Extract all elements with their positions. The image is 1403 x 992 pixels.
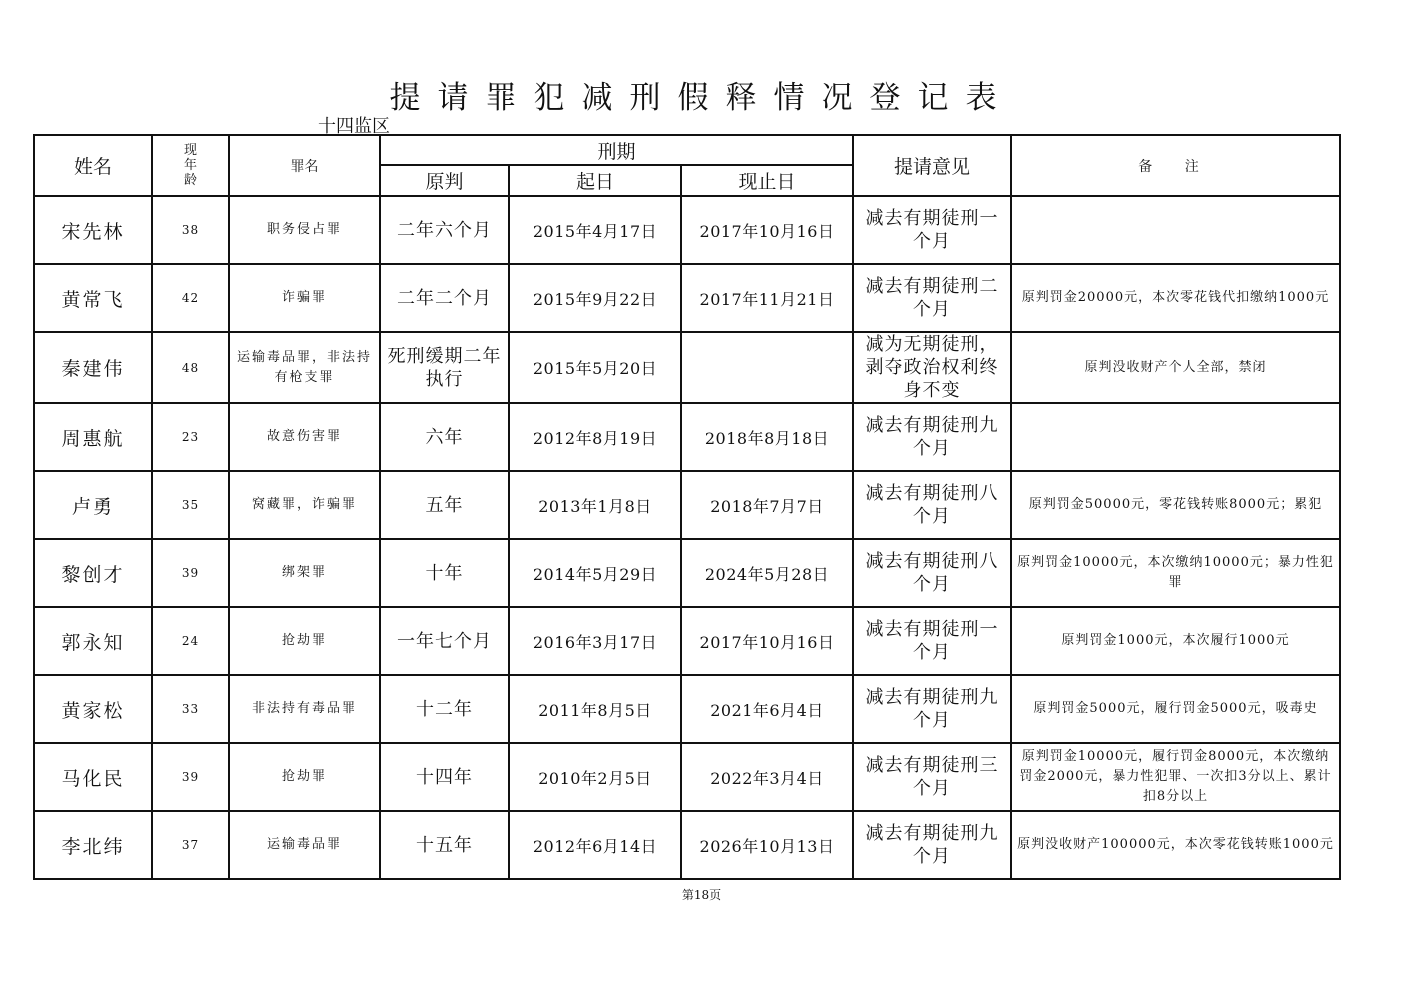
cell-suggestion: 减去有期徒刑一个月 xyxy=(853,196,1011,264)
cell-original: 二年二个月 xyxy=(380,264,509,332)
header-age-text: 现年龄 xyxy=(183,143,197,188)
cell-remarks: 原判罚金5000元，履行罚金5000元，吸毒史 xyxy=(1011,675,1340,743)
cell-start: 2015年9月22日 xyxy=(509,264,681,332)
cell-name: 秦建伟 xyxy=(34,332,152,403)
cell-suggestion: 减去有期徒刑八个月 xyxy=(853,471,1011,539)
cell-remarks: 原判没收财产100000元，本次零花钱转账1000元 xyxy=(1011,811,1340,879)
cell-end xyxy=(681,332,853,403)
cell-suggestion: 减去有期徒刑九个月 xyxy=(853,675,1011,743)
cell-original: 二年六个月 xyxy=(380,196,509,264)
cell-remarks: 原判罚金50000元，零花钱转账8000元；累犯 xyxy=(1011,471,1340,539)
cell-original: 六年 xyxy=(380,403,509,471)
cell-crime: 故意伤害罪 xyxy=(229,403,380,471)
cell-start: 2012年8月19日 xyxy=(509,403,681,471)
cell-name: 黎创才 xyxy=(34,539,152,607)
table-row xyxy=(34,196,1340,264)
cell-suggestion: 减为无期徒刑，剥夺政治权利终身不变 xyxy=(853,332,1011,403)
page-title: 提请罪犯减刑假释情况登记表 xyxy=(389,80,1014,116)
cell-suggestion: 减去有期徒刑三个月 xyxy=(853,743,1011,811)
table-row xyxy=(34,607,1340,675)
cell-name: 李北纬 xyxy=(34,811,152,879)
cell-name: 马化民 xyxy=(34,743,152,811)
table-row xyxy=(34,332,1340,403)
cell-end: 2026年10月13日 xyxy=(681,811,853,879)
cell-remarks: 原判没收财产个人全部，禁闭 xyxy=(1011,332,1340,403)
cell-crime: 绑架罪 xyxy=(229,539,380,607)
cell-crime: 运输毒品罪，非法持有枪支罪 xyxy=(229,332,380,403)
header-suggestion: 提请意见 xyxy=(853,135,1011,196)
table-row xyxy=(34,403,1340,471)
header-end: 现止日 xyxy=(681,165,853,196)
cell-start: 2012年6月14日 xyxy=(509,811,681,879)
cell-name: 宋先林 xyxy=(34,196,152,264)
cell-original: 十五年 xyxy=(380,811,509,879)
cell-start: 2015年5月20日 xyxy=(509,332,681,403)
district-label: 十四监区 xyxy=(318,116,390,137)
cell-end: 2018年7月7日 xyxy=(681,471,853,539)
table-row xyxy=(34,539,1340,607)
cell-name: 周惠航 xyxy=(34,403,152,471)
header-age xyxy=(152,135,229,196)
cell-age: 42 xyxy=(152,264,229,332)
cell-suggestion: 减去有期徒刑二个月 xyxy=(853,264,1011,332)
cell-age: 48 xyxy=(152,332,229,403)
cell-end: 2017年11月21日 xyxy=(681,264,853,332)
cell-original: 五年 xyxy=(380,471,509,539)
table-row xyxy=(34,471,1340,539)
cell-age: 39 xyxy=(152,743,229,811)
cell-original: 一年七个月 xyxy=(380,607,509,675)
cell-crime: 窝藏罪，诈骗罪 xyxy=(229,471,380,539)
cell-start: 2011年8月5日 xyxy=(509,675,681,743)
cell-start: 2014年5月29日 xyxy=(509,539,681,607)
cell-age: 24 xyxy=(152,607,229,675)
cell-original: 十二年 xyxy=(380,675,509,743)
cell-original: 死刑缓期二年执行 xyxy=(380,332,509,403)
table-row xyxy=(34,743,1340,811)
cell-remarks xyxy=(1011,403,1340,471)
cell-start: 2013年1月8日 xyxy=(509,471,681,539)
table-row xyxy=(34,264,1340,332)
header-term: 刑期 xyxy=(380,135,853,165)
cell-crime: 职务侵占罪 xyxy=(229,196,380,264)
registration-table xyxy=(33,134,1341,880)
cell-name: 郭永知 xyxy=(34,607,152,675)
cell-suggestion: 减去有期徒刑九个月 xyxy=(853,403,1011,471)
cell-start: 2010年2月5日 xyxy=(509,743,681,811)
cell-remarks: 原判罚金10000元，本次缴纳10000元；暴力性犯罪 xyxy=(1011,539,1340,607)
table-row xyxy=(34,811,1340,879)
cell-remarks xyxy=(1011,196,1340,264)
cell-age: 33 xyxy=(152,675,229,743)
table-row xyxy=(34,675,1340,743)
header-name: 姓名 xyxy=(34,135,152,196)
cell-suggestion: 减去有期徒刑一个月 xyxy=(853,607,1011,675)
cell-name: 卢勇 xyxy=(34,471,152,539)
cell-remarks: 原判罚金10000元，履行罚金8000元，本次缴纳罚金2000元，暴力性犯罪、一次扣3分以上、累计扣8分以上 xyxy=(1011,743,1340,811)
cell-age: 23 xyxy=(152,403,229,471)
cell-start: 2016年3月17日 xyxy=(509,607,681,675)
cell-end: 2024年5月28日 xyxy=(681,539,853,607)
cell-name: 黄家松 xyxy=(34,675,152,743)
cell-crime: 抢劫罪 xyxy=(229,607,380,675)
cell-end: 2017年10月16日 xyxy=(681,607,853,675)
page-number: 第18页 xyxy=(681,888,722,902)
cell-crime: 运输毒品罪 xyxy=(229,811,380,879)
header-remarks: 备 注 xyxy=(1011,135,1340,196)
cell-crime: 非法持有毒品罪 xyxy=(229,675,380,743)
cell-age: 37 xyxy=(152,811,229,879)
cell-original: 十四年 xyxy=(380,743,509,811)
header-crime: 罪名 xyxy=(229,135,380,196)
cell-age: 39 xyxy=(152,539,229,607)
cell-end: 2017年10月16日 xyxy=(681,196,853,264)
header-original: 原判 xyxy=(380,165,509,196)
cell-end: 2022年3月4日 xyxy=(681,743,853,811)
cell-end: 2021年6月4日 xyxy=(681,675,853,743)
cell-suggestion: 减去有期徒刑八个月 xyxy=(853,539,1011,607)
cell-name: 黄常飞 xyxy=(34,264,152,332)
cell-end: 2018年8月18日 xyxy=(681,403,853,471)
cell-remarks: 原判罚金1000元，本次履行1000元 xyxy=(1011,607,1340,675)
cell-suggestion: 减去有期徒刑九个月 xyxy=(853,811,1011,879)
cell-crime: 抢劫罪 xyxy=(229,743,380,811)
cell-crime: 诈骗罪 xyxy=(229,264,380,332)
cell-remarks: 原判罚金20000元，本次零花钱代扣缴纳1000元 xyxy=(1011,264,1340,332)
cell-age: 38 xyxy=(152,196,229,264)
cell-start: 2015年4月17日 xyxy=(509,196,681,264)
header-start: 起日 xyxy=(509,165,681,196)
cell-age: 35 xyxy=(152,471,229,539)
cell-original: 十年 xyxy=(380,539,509,607)
